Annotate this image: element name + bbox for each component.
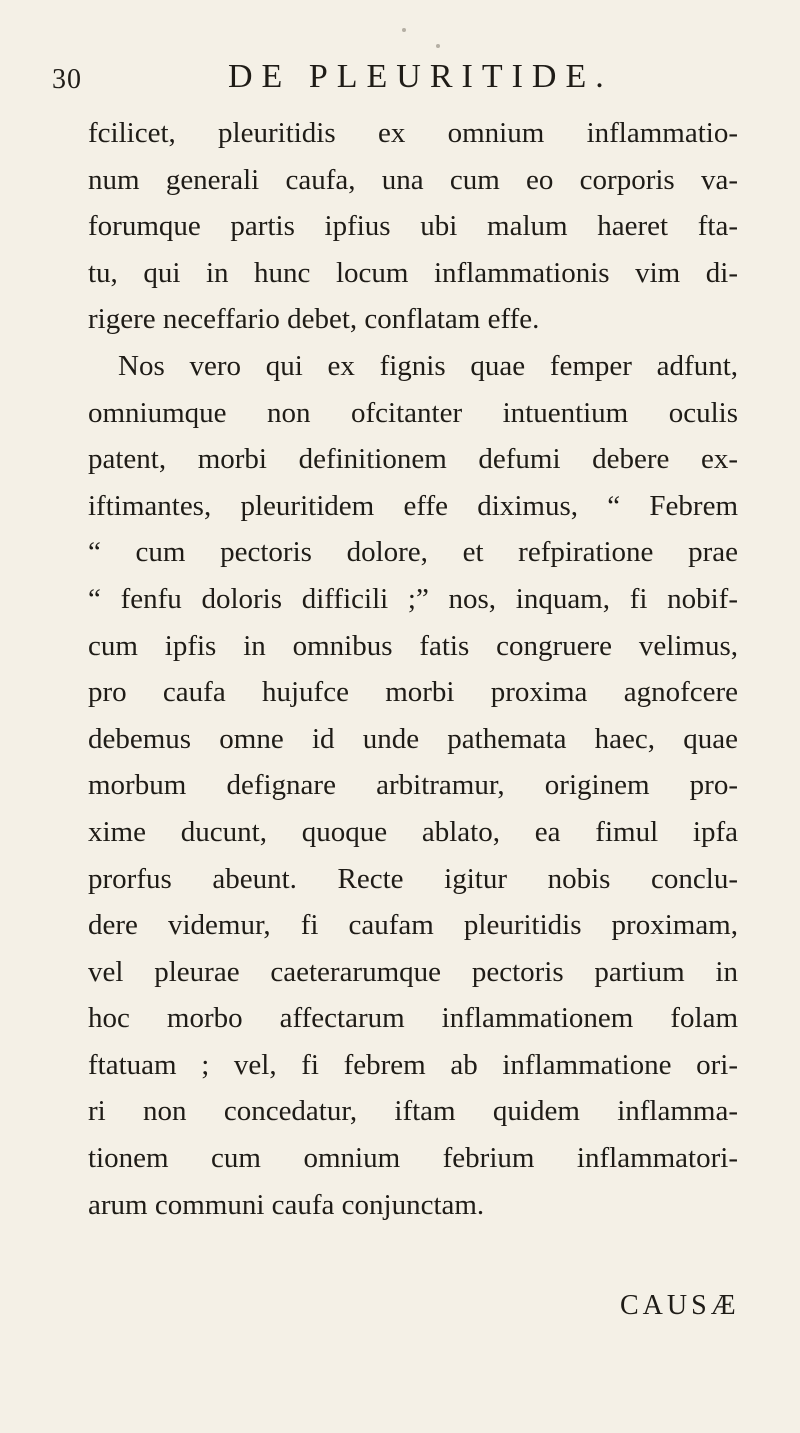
text-line: “ cum pectoris dolore, et refpiratione prae: [88, 536, 738, 569]
text-line: forumque partis ipfius ubi malum haeret fta-: [88, 210, 738, 243]
text-line: fcilicet, pleuritidis ex omnium inflammatio-: [88, 117, 738, 149]
text-line-paragraph-start: Nos vero qui ex fignis quae femper adfunt,: [118, 349, 738, 382]
text-line: xime ducunt, quoque ablato, ea fimul ipfa: [88, 815, 738, 848]
text-line: rigere neceffario debet, conflatam effe.: [88, 303, 540, 336]
text-line: omniumque non ofcitanter intuentium oculis: [88, 396, 738, 429]
text-line: “ fenfu doloris difficili ;” nos, inquam, fi nobif-: [88, 582, 738, 615]
text-line: pro caufa hujufce morbi proxima agnofcere: [88, 676, 738, 709]
catchword: CAUSÆ: [620, 1290, 740, 1321]
page-header: [52, 58, 752, 108]
text-line: ftatuam ; vel, fi febrem ab inflammatione ori-: [88, 1048, 738, 1081]
text-line: tionem cum omnium febrium inflammatori-: [88, 1142, 738, 1175]
text-line: cum ipfis in omnibus fatis congruere velimus,: [88, 629, 738, 662]
running-title: DE PLEURITIDE.: [228, 58, 613, 95]
text-line: hoc morbo affectarum inflammationem folam: [88, 1002, 738, 1035]
text-line: morbum defignare arbitramur, originem pro-: [88, 769, 738, 802]
paper-speck: [436, 44, 440, 48]
text-line: prorfus abeunt. Recte igitur nobis conclu-: [88, 862, 738, 895]
text-line: dere videmur, fi caufam pleuritidis proximam,: [88, 909, 738, 942]
text-line: iftimantes, pleuritidem effe diximus, “ Febrem: [88, 489, 738, 522]
text-line: tu, qui in hunc locum inflammationis vim di-: [88, 256, 738, 289]
text-line: vel pleurae caeterarumque pectoris partium in: [88, 955, 738, 988]
text-line: patent, morbi definitionem defumi debere ex-: [88, 443, 738, 476]
body-text: [88, 110, 738, 1228]
page-number: 30: [52, 64, 82, 95]
text-line: debemus omne id unde pathemata haec, quae: [88, 722, 738, 755]
text-line: arum communi caufa conjunctam.: [88, 1188, 485, 1221]
paper-speck: [402, 28, 406, 32]
text-line: num generali caufa, una cum eo corporis va-: [88, 163, 738, 196]
text-line: ri non concedatur, iftam quidem inflamma-: [88, 1095, 738, 1128]
